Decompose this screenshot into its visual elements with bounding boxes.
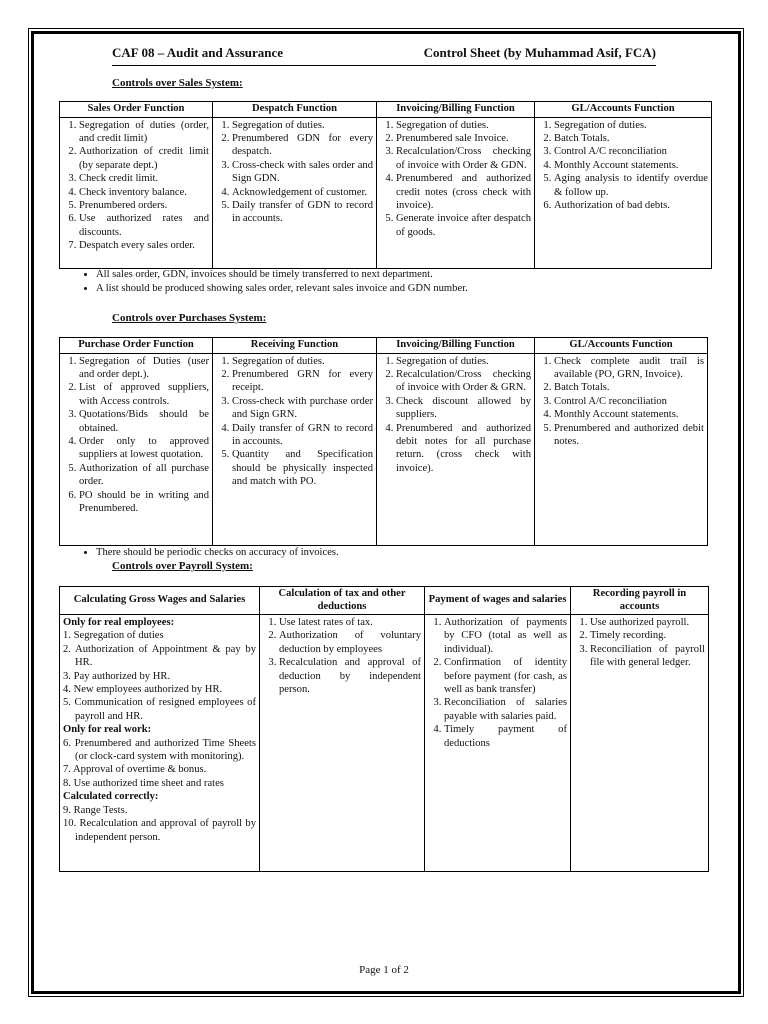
control-item: 3. Recalculation/Cross checking of invoice with Order & GDN. [396, 145, 531, 172]
page-number: Page 1 of 2 [359, 964, 409, 976]
control-item: 3. Check discount allowed by suppliers. [396, 395, 531, 422]
control-item: 3. Control A/C reconciliation [554, 395, 704, 408]
control-item: 1. Segregation of duties. [396, 355, 531, 368]
payroll-controls-table [59, 586, 709, 872]
control-item: 2. List of approved suppliers, with Access controls. [79, 381, 209, 408]
sales-section-title: Controls over Sales System: [112, 77, 243, 89]
control-item: 6. Authorization of bad debts. [554, 199, 708, 212]
despatch-list [216, 119, 373, 226]
receiving-cell [213, 353, 377, 545]
control-item: 2. Prenumbered sale Invoice. [396, 132, 531, 145]
page-header [112, 45, 656, 66]
control-item: 3. Control A/C reconciliation [554, 145, 708, 158]
payroll-col-header: Payment of wages and salaries [425, 587, 571, 615]
purchases-gl-cell [535, 353, 708, 545]
payroll-col-header: Calculation of tax and other deductions [260, 587, 425, 615]
control-item: 5. Prenumbered orders. [79, 199, 209, 212]
control-item: 4. Monthly Account statements. [554, 159, 708, 172]
control-item: 2. Authorization of credit limit (by separate dept.) [79, 145, 209, 172]
sales-col-header: GL/Accounts Function [535, 102, 712, 118]
sales-gl-cell [535, 117, 712, 268]
control-item: 3. Cross-check with sales order and Sign GDN. [232, 159, 373, 186]
control-item: 1. Check complete audit trail is available (PO, GRN, Invoice). [554, 355, 704, 382]
control-item: 5. Aging analysis to identify overdue & follow up. [554, 172, 708, 199]
sheet-title: Control Sheet (by Muhammad Asif, FCA) [423, 45, 656, 60]
control-item: 4. Daily transfer of GRN to record in accounts. [232, 422, 373, 449]
sales-invoicing-cell [377, 117, 535, 268]
payment-list [428, 616, 567, 750]
control-item: 10. Recalculation and approval of payroll by independent person. [63, 818, 256, 843]
purchases-col-header: GL/Accounts Function [535, 338, 708, 354]
purchases-invoicing-cell [377, 353, 535, 545]
control-item: 4. Monthly Account statements. [554, 408, 704, 421]
control-item: 3. Quotations/Bids should be obtained. [79, 408, 209, 435]
recording-list [574, 616, 705, 670]
control-item: 3. Reconciliation of payroll file with general ledger. [590, 643, 705, 670]
control-item: 1. Segregation of duties. [396, 119, 531, 132]
purchases-controls-table [59, 337, 708, 546]
control-item: 5. Daily transfer of GDN to record in accounts. [232, 199, 373, 226]
control-item: 5. Prenumbered and authorized debit notes. [554, 422, 704, 449]
note-item: • There should be periodic checks on accuracy of invoices. [96, 546, 339, 560]
control-item: 4. New employees authorized by HR. [63, 684, 223, 696]
control-item: 6. PO should be in writing and Prenumbered. [79, 489, 209, 516]
control-item: 4. Timely payment of deductions [444, 723, 567, 750]
control-item: 6. Prenumbered and authorized Time Sheets (or clock-card system with monitoring). [63, 737, 256, 763]
control-item: 2. Confirmation of identity before payment (for cash, as well as bank transfer) [444, 656, 567, 696]
control-item: 6. Use authorized rates and discounts. [79, 212, 209, 239]
tax-deductions-cell [260, 615, 425, 872]
control-item: 1. Use authorized payroll. [590, 616, 705, 629]
sales-invoicing-list [380, 119, 531, 240]
note-item: • A list should be produced showing sales order, relevant sales invoice and GDN number. [96, 282, 468, 296]
payment-cell [425, 615, 571, 872]
control-item: 2. Prenumbered GDN for every despatch. [232, 132, 373, 159]
purchases-invoicing-list [380, 355, 531, 476]
payroll-section-title: Controls over Payroll System: [112, 560, 253, 572]
control-item: 2. Authorization of voluntary deduction by employees [279, 629, 421, 656]
group-heading: Calculated correctly: [63, 791, 159, 803]
control-item: 9. Range Tests. [63, 804, 128, 816]
sales-gl-list [538, 119, 708, 213]
purchases-col-header: Invoicing/Billing Function [377, 338, 535, 354]
gross-wages-cell [60, 615, 260, 872]
sales-col-header: Invoicing/Billing Function [377, 102, 535, 118]
control-item: 3. Check credit limit. [79, 172, 209, 185]
control-item: 4. Prenumbered and authorized credit notes (cross check with invoice). [396, 172, 531, 212]
recording-cell [571, 615, 709, 872]
group-heading: Only for real employees: [63, 617, 175, 628]
payroll-col-header: Recording payroll in accounts [571, 587, 709, 615]
purchases-col-header: Receiving Function [213, 338, 377, 354]
note-item: • All sales order, GDN, invoices should be timely transferred to next department. [96, 268, 468, 282]
control-item: 2. Timely recording. [590, 629, 705, 642]
control-item: 2. Recalculation/Cross checking of invoice with Order & GRN. [396, 368, 531, 395]
control-item: 7. Despatch every sales order. [79, 239, 209, 252]
purchase-order-cell [60, 353, 213, 545]
sales-order-cell [60, 117, 213, 268]
control-item: 1. Authorization of payments by CFO (total as well as individual). [444, 616, 567, 656]
control-item: 2. Prenumbered GRN for every receipt. [232, 368, 373, 395]
control-item: 3. Cross-check with purchase order and Sign GRN. [232, 395, 373, 422]
purchase-order-list [63, 355, 209, 516]
purchases-gl-list [538, 355, 704, 449]
group-heading: Only for real work: [63, 724, 152, 736]
purchases-col-header: Purchase Order Function [60, 338, 213, 354]
control-item: 4. Prenumbered and authorized debit notes for all purchase return. (cross check with invoice). [396, 422, 531, 476]
control-item: 1. Use latest rates of tax. [279, 616, 421, 629]
control-item: 1. Segregation of duties (order, and credit limit) [79, 119, 209, 146]
sales-order-list [63, 119, 209, 253]
purchases-section-title: Controls over Purchases System: [112, 312, 267, 324]
control-item: 2. Authorization of Appointment & pay by HR. [63, 643, 256, 669]
control-item: 5. Authorization of all purchase order. [79, 462, 209, 489]
control-item: 4. Acknowledgement of customer. [232, 186, 373, 199]
control-item: 4. Order only to approved suppliers at lowest quotation. [79, 435, 209, 462]
control-item: 1. Segregation of duties. [232, 119, 373, 132]
control-item: 3. Pay authorized by HR. [63, 670, 171, 682]
control-item: 5. Communication of resigned employees of payroll and HR. [63, 697, 256, 722]
control-item: 1. Segregation of Duties (user and order dept.). [79, 355, 209, 382]
control-item: 3. Reconciliation of salaries payable with salaries paid. [444, 696, 567, 723]
control-item: 1. Segregation of duties. [554, 119, 708, 132]
control-item: 1. Segregation of duties [63, 630, 164, 642]
control-item: 5. Generate invoice after despatch of goods. [396, 212, 531, 239]
control-item: 5. Quantity and Specification should be physically inspected and match with PO. [232, 448, 373, 488]
sales-controls-table [59, 101, 712, 269]
sales-notes [60, 268, 468, 295]
purchases-notes [60, 546, 339, 560]
payroll-col-header: Calculating Gross Wages and Salaries [60, 587, 260, 615]
control-item: 4. Check inventory balance. [79, 186, 209, 199]
control-item: 3. Recalculation and approval of deduction by independent person. [279, 656, 421, 696]
control-item: 8. Use authorized time sheet and rates [63, 777, 224, 789]
tax-deductions-list [263, 616, 421, 696]
course-title: CAF 08 – Audit and Assurance [112, 45, 284, 60]
sales-col-header: Despatch Function [213, 102, 377, 118]
control-item: 2. Batch Totals. [554, 381, 704, 394]
control-item: 1. Segregation of duties. [232, 355, 373, 368]
control-item: 2. Batch Totals. [554, 132, 708, 145]
control-item: 7. Approval of overtime & bonus. [63, 764, 207, 776]
despatch-cell [213, 117, 377, 268]
receiving-list [216, 355, 373, 489]
sales-col-header: Sales Order Function [60, 102, 213, 118]
gross-wages-groups [63, 616, 256, 844]
